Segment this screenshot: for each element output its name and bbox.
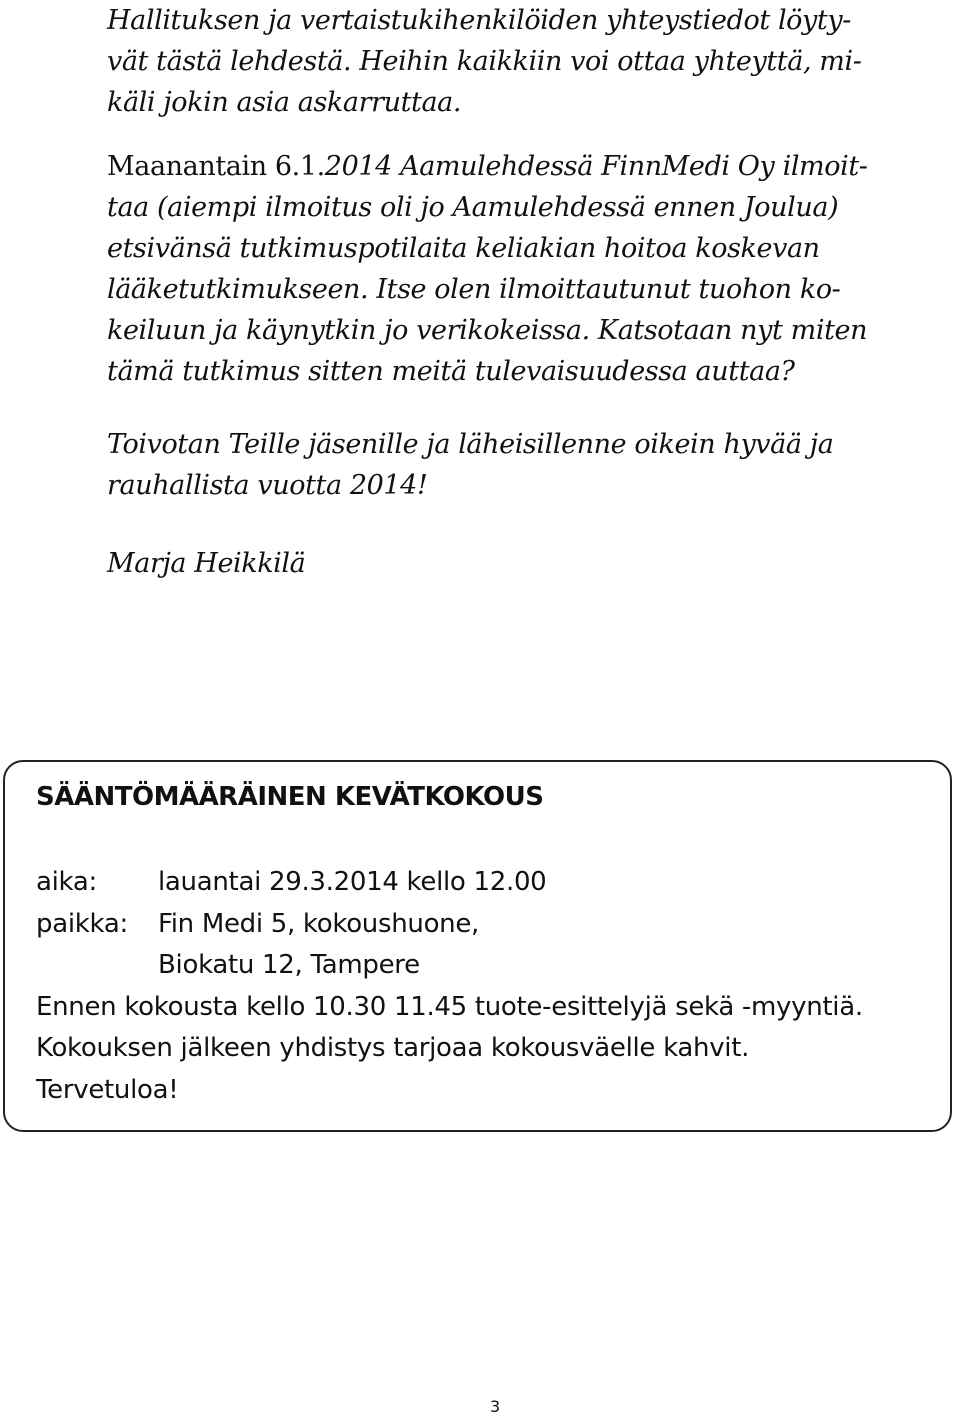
new-year-wishes-paragraph (107, 424, 907, 506)
meeting-title: SÄÄNTÖMÄÄRÄINEN KEVÄTKOKOUS (36, 782, 544, 812)
text-line: Toivotan Teille jäsenille ja läheisillenne oikein hyvää ja (107, 429, 834, 460)
place-label: paikka: (36, 908, 128, 939)
coffee-line: Kokouksen jälkeen yhdistys tarjoaa kokousväelle kahvit. (36, 1033, 750, 1063)
text-line: keiluun ja käynytkin jo verikokeissa. Katsotaan nyt miten (107, 315, 868, 346)
news-first-line-rest: 2014 Aamulehdessä FinnMedi Oy ilmoit- (324, 151, 868, 182)
contact-info-paragraph (107, 0, 907, 123)
meeting-announcement-box (3, 760, 952, 1132)
text-line: taa (aiempi ilmoitus oli jo Aamulehdessä ennen Joulua) (107, 192, 839, 223)
time-label: aika: (36, 867, 97, 897)
text-line: etsivänsä tutkimuspotilaita keliakian hoitoa koskevan (107, 233, 820, 264)
date-prefix: Maanantain 6.1. (107, 151, 325, 182)
time-value: lauantai 29.3.2014 kello 12.00 (158, 867, 547, 897)
text-line: tämä tutkimus sitten meitä tulevaisuudessa auttaa? (107, 356, 795, 387)
text-line: lääketutkimukseen. Itse olen ilmoittautunut tuohon ko- (107, 274, 841, 305)
text-line: Hallituksen ja vertaistukihenkilöiden yhteystiedot löyty- (107, 5, 851, 36)
text-line: vät tästä lehdestä. Heihin kaikkiin voi ottaa yhteyttä, mi- (107, 46, 862, 77)
text-line (107, 146, 907, 187)
welcome-line: Tervetuloa! (36, 1074, 179, 1105)
text-line: rauhallista vuotta 2014! (107, 470, 428, 501)
signature-name: Marja Heikkilä (107, 548, 306, 579)
place-value: Fin Medi 5, kokoushuone, (158, 908, 480, 939)
page-number: 3 (490, 1397, 501, 1416)
text-line: käli jokin asia askarruttaa. (107, 87, 462, 118)
place-address: Biokatu 12, Tampere (158, 950, 420, 980)
research-news-paragraph (107, 146, 907, 392)
product-demo-line: Ennen kokousta kello 10.30 11.45 tuote-esittelyjä sekä -myyntiä. (36, 991, 863, 1022)
signature (107, 543, 907, 584)
